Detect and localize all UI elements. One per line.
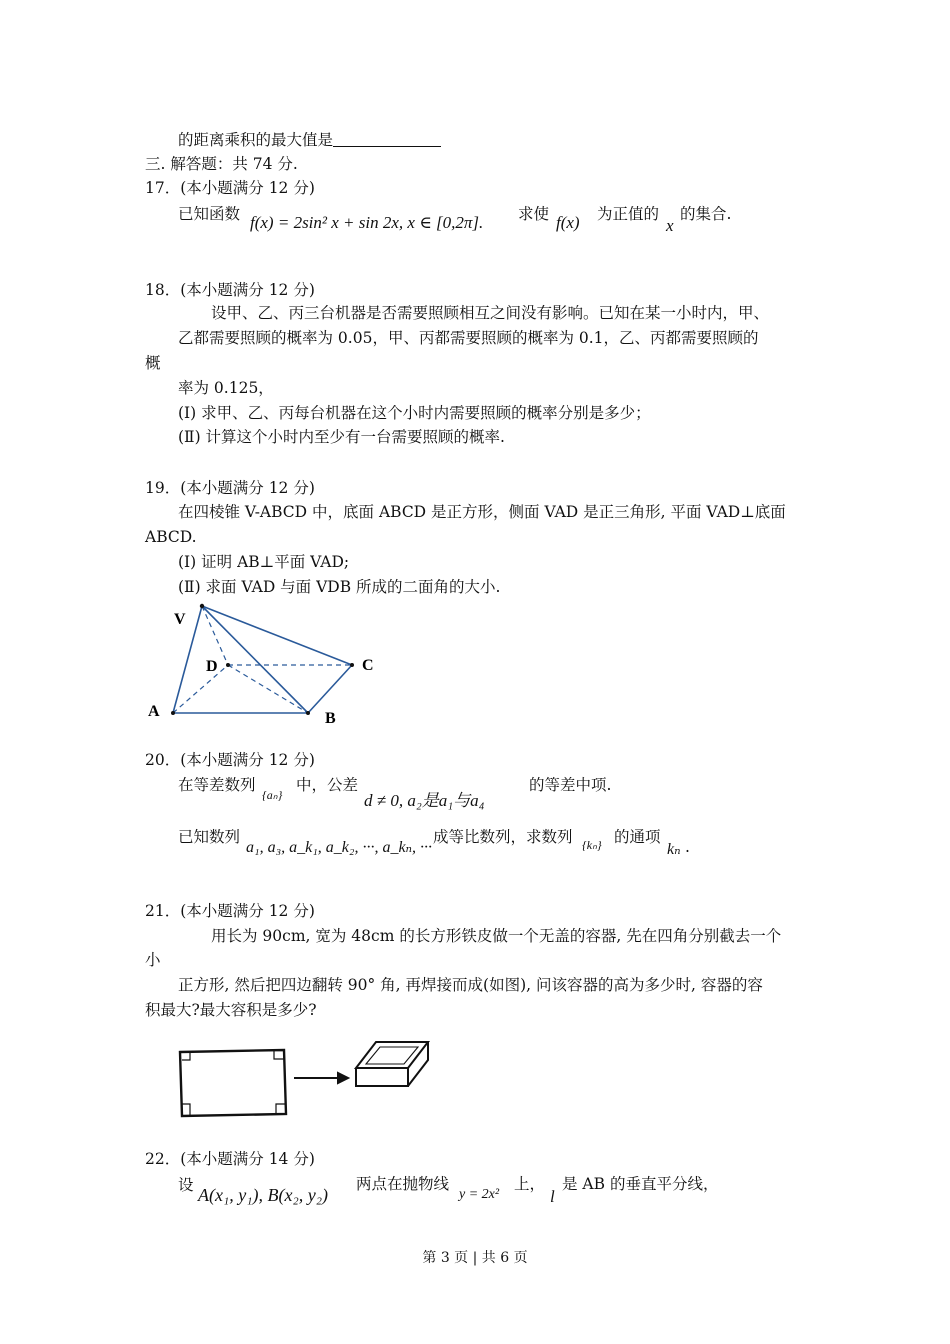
q20-kn-set: {kₙ}: [582, 838, 602, 852]
q17-mid: 求使: [518, 205, 550, 223]
q21-number: 21．(本小题满分 12 分): [145, 902, 315, 920]
q22-end: 是 AB 的垂直平分线，: [562, 1175, 719, 1193]
sheet-rectangle: [180, 1050, 286, 1116]
q19-line2: ABCD.: [145, 528, 197, 546]
corner-cut-bl: [182, 1104, 190, 1116]
label-d: D: [206, 658, 218, 675]
answer-blank: [333, 130, 441, 147]
q20-seq: {aₙ}: [262, 788, 283, 802]
q18-line3: 概: [145, 354, 161, 372]
q20-end2: 的通项: [614, 828, 661, 846]
q22-mid: 两点在抛物线: [356, 1175, 450, 1193]
label-b: B: [325, 710, 336, 727]
q22-number: 22．(本小题满分 14 分): [145, 1150, 315, 1168]
q21-line4: 积最大?最大容积是多少?: [145, 1001, 317, 1019]
q17-var: x: [666, 216, 674, 235]
container-figure: [170, 1030, 440, 1125]
corner-cut-tr: [274, 1051, 284, 1059]
q21-line2: 小: [145, 951, 161, 969]
q20-lead2: 已知数列: [178, 828, 241, 846]
page-footer: 第 3 页 | 共 6 页: [422, 1250, 528, 1266]
q20-cond: d ≠ 0, a₂是a₁与a₄: [364, 791, 485, 810]
q18-part1: (Ⅰ) 求甲、乙、丙每台机器在这个小时内需要照顾的概率分别是多少；: [178, 404, 651, 422]
q19-part1: (Ⅰ) 证明 AB⊥平面 VAD;: [178, 553, 350, 571]
label-v: V: [174, 611, 186, 628]
pyramid-figure: [140, 598, 390, 728]
q18-part2: (Ⅱ) 计算这个小时内至少有一台需要照顾的概率.: [178, 428, 505, 446]
q22-l: l: [550, 1187, 555, 1206]
box-inner-rim: [366, 1047, 418, 1064]
q20-number: 20．(本小题满分 12 分): [145, 751, 315, 769]
q18-line1: 设甲、乙、丙三台机器是否需要照顾相互之间没有影响。已知在某一小时内，甲、: [211, 304, 770, 322]
q17-formula: f(x) = 2sin² x + sin 2x, x ∈ [0,2π].: [250, 213, 484, 232]
label-a: A: [148, 703, 160, 720]
q20-mid2: 成等比数列，求数列: [433, 828, 573, 846]
section3-heading: 三. 解答题：共 74 分.: [145, 155, 298, 173]
q19-number: 19．(本小题满分 12 分): [145, 479, 315, 497]
edge-vb: [202, 606, 308, 713]
edge-bc: [308, 665, 352, 713]
q18-number: 18．(本小题满分 12 分): [145, 281, 315, 299]
q16-tail: [178, 130, 441, 150]
q22-points: A(x₁, y₁), B(x₂, y₂): [198, 1185, 328, 1205]
q22-parabola: y = 2x²: [459, 1187, 500, 1202]
q20-seq2: a₁, a₃, a_k₁, a_k₂, ···, a_kₙ, ···: [246, 839, 433, 856]
q21-line3: 正方形, 然后把四边翻转 90° 角, 再焊接而成(如图), 问该容器的高为多少时, 容器的容: [178, 976, 763, 994]
q20-lead: 在等差数列: [178, 776, 256, 794]
q18-line2: 乙都需要照顾的概率为 0.05，甲、丙都需要照顾的概率为 0.1，乙、丙都需要照顾的: [178, 329, 759, 347]
box-front: [356, 1068, 408, 1086]
q17-fx: f(x): [556, 213, 580, 232]
arrow-head: [338, 1073, 348, 1083]
q20-period: .: [685, 838, 690, 856]
q20-end: 的等差中项.: [529, 776, 612, 794]
corner-cut-tl: [182, 1052, 190, 1060]
q22-mid2: 上，: [514, 1175, 546, 1193]
q19-part2: (Ⅱ) 求面 VAD 与面 VDB 所成的二面角的大小.: [178, 578, 501, 596]
q20-mid: 中，公差: [296, 776, 359, 794]
q19-line1: 在四棱锥 V-ABCD 中，底面 ABCD 是正方形，侧面 VAD 是正三角形, 平面 VAD⊥底面: [178, 503, 786, 521]
label-c: C: [362, 657, 374, 674]
q17-mid2: 为正值的: [597, 205, 660, 223]
q17-end: 的集合.: [680, 205, 732, 223]
q20-kn: kₙ: [667, 841, 681, 858]
edge-ad: [173, 665, 228, 713]
q16-tail-text: 的距离乘积的最大值是: [178, 131, 334, 149]
q22-lead: 设: [178, 1176, 194, 1194]
q21-line1: 用长为 90cm, 宽为 48cm 的长方形铁皮做一个无盖的容器, 先在四角分别截去一个: [211, 927, 782, 945]
q18-line4: 率为 0.125，: [178, 379, 274, 397]
corner-cut-br: [276, 1104, 286, 1114]
q17-lead: 已知函数: [178, 205, 241, 223]
q17-number: 17．(本小题满分 12 分): [145, 179, 315, 197]
